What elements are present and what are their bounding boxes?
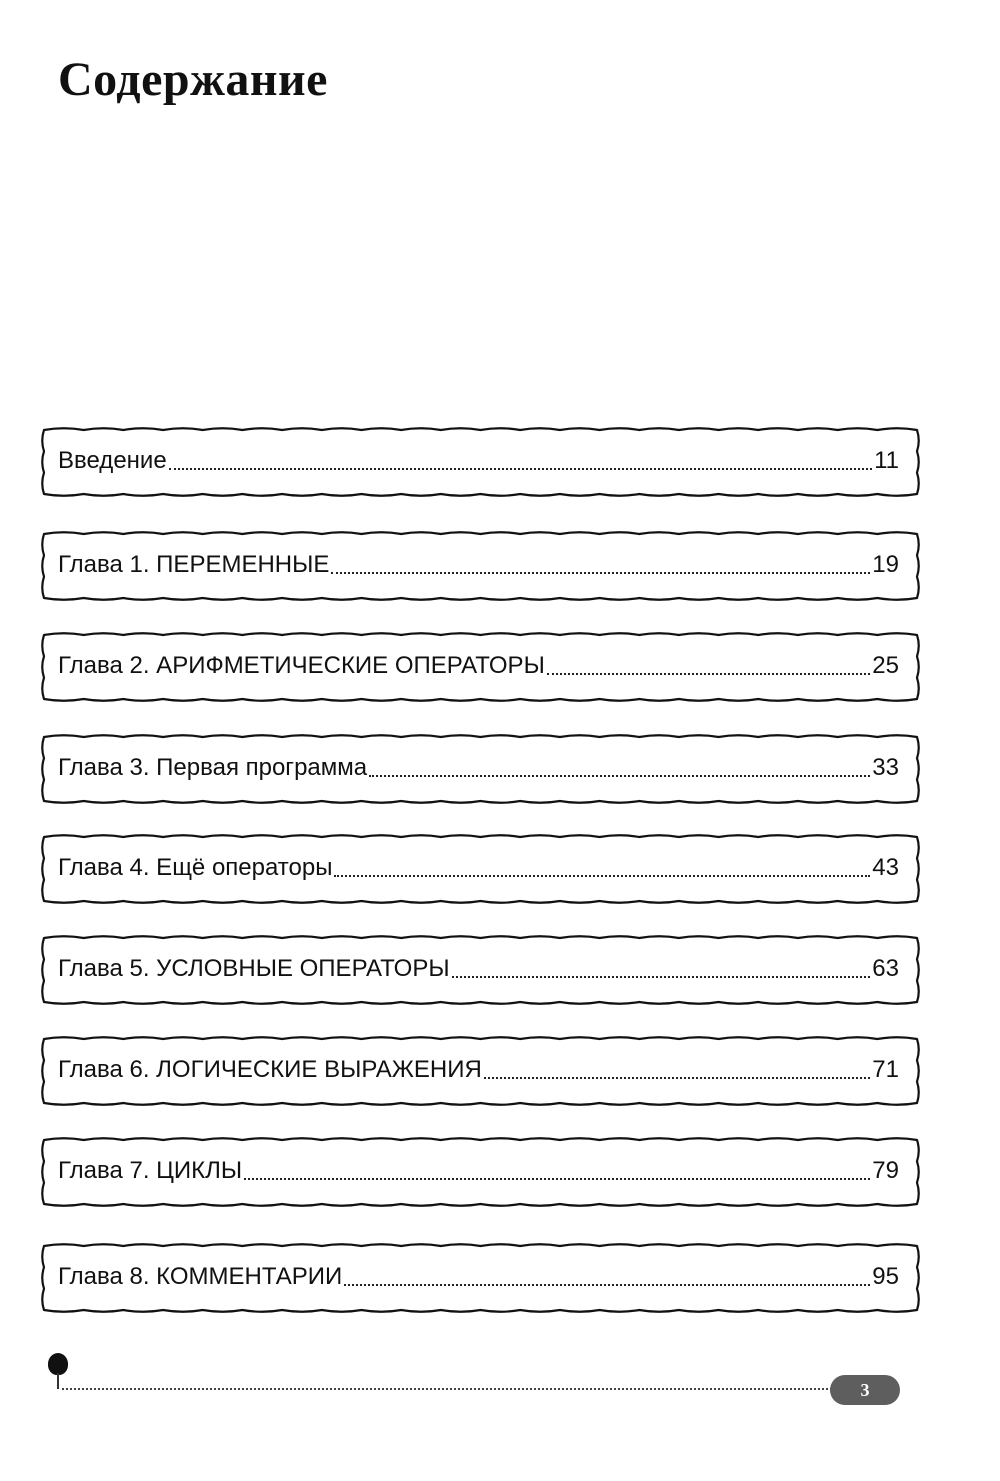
toc-item-chapter-8[interactable] <box>38 1240 923 1316</box>
footer-dotted-line <box>62 1388 832 1390</box>
toc-label: Глава 4. Ещё операторы <box>58 854 333 881</box>
footer-bullet-icon <box>48 1353 68 1375</box>
toc-label: Глава 5. УСЛОВНЫЕ ОПЕРАТОРЫ <box>58 955 450 982</box>
toc-page-number: 33 <box>872 754 899 781</box>
dot-leader <box>344 1283 870 1286</box>
dot-leader <box>244 1177 870 1180</box>
dot-leader <box>547 672 870 675</box>
dot-leader <box>334 874 870 877</box>
toc-label: Глава 2. АРИФМЕТИЧЕСКИЕ ОПЕРАТОРЫ <box>58 652 545 679</box>
toc-page-number: 25 <box>872 652 899 679</box>
footer-stem <box>57 1373 59 1389</box>
dot-leader <box>169 467 872 470</box>
page-number-badge: 3 <box>830 1375 900 1405</box>
toc-item-chapter-4[interactable] <box>38 831 923 907</box>
toc-label: Глава 8. КОММЕНТАРИИ <box>58 1263 343 1290</box>
toc-label: Глава 6. ЛОГИЧЕСКИЕ ВЫРАЖЕНИЯ <box>58 1056 482 1083</box>
toc-page-number: 11 <box>874 447 899 474</box>
toc-page-number: 95 <box>872 1263 899 1290</box>
dot-leader <box>452 975 871 978</box>
page-title: Содержание <box>58 53 328 106</box>
toc-label: Глава 1. ПЕРЕМЕННЫЕ <box>58 551 330 578</box>
toc-page-number: 43 <box>872 854 899 881</box>
dot-leader <box>369 774 870 777</box>
toc-item-chapter-6[interactable] <box>38 1033 923 1109</box>
toc-item-chapter-3[interactable] <box>38 731 923 807</box>
toc-label: Глава 3. Первая программа <box>58 754 368 781</box>
toc-page-number: 79 <box>872 1157 899 1184</box>
dot-leader <box>484 1076 870 1079</box>
toc-item-chapter-7[interactable] <box>38 1134 923 1210</box>
toc-label: Глава 7. ЦИКЛЫ <box>58 1157 243 1184</box>
toc-item-chapter-1[interactable] <box>38 528 923 604</box>
toc-item-chapter-2[interactable] <box>38 629 923 705</box>
toc-label: Введение <box>58 447 167 474</box>
toc-page-number: 63 <box>872 955 899 982</box>
dot-leader <box>331 571 870 574</box>
toc-item-chapter-5[interactable] <box>38 932 923 1008</box>
toc-item-introduction[interactable] <box>38 424 923 500</box>
toc-page-number: 19 <box>872 551 899 578</box>
toc-page-number: 71 <box>872 1056 899 1083</box>
